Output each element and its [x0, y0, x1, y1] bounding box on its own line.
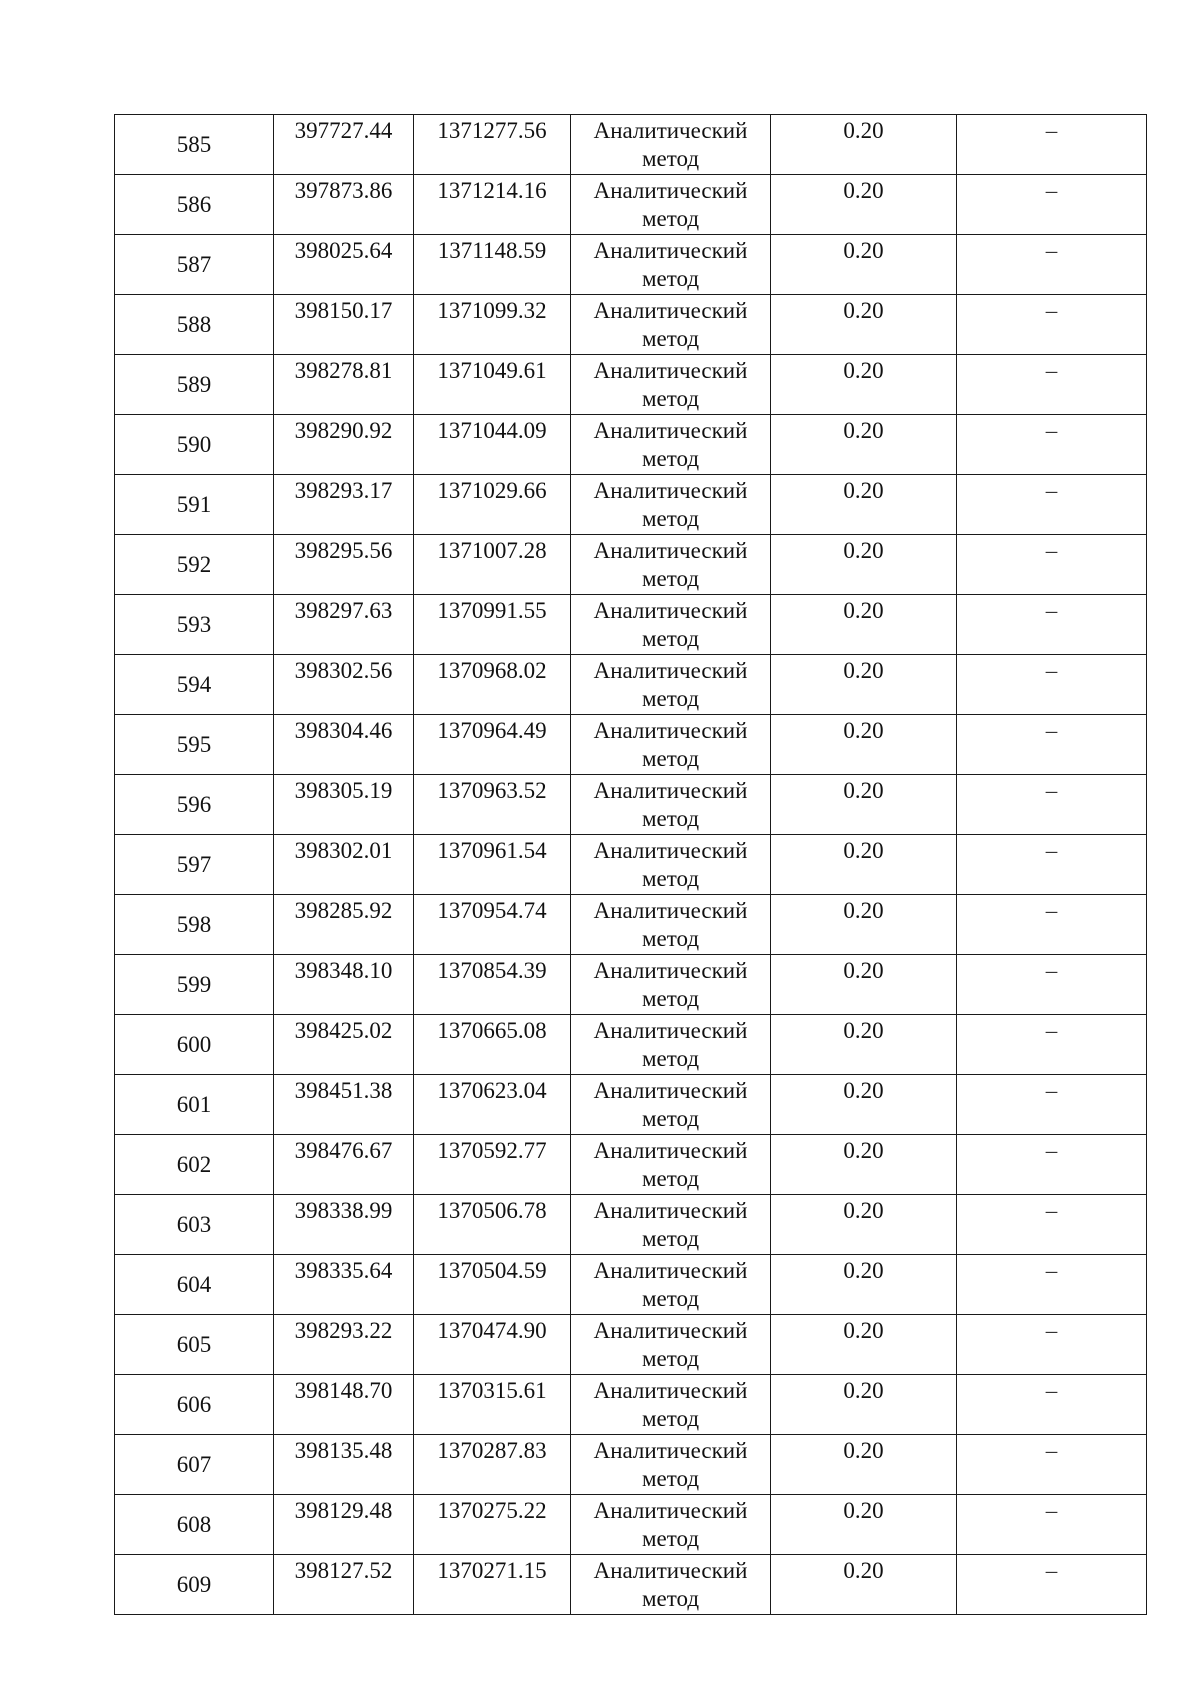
note-cell: – [957, 415, 1147, 475]
note-cell: – [957, 955, 1147, 1015]
method-line-1: Аналитический [593, 1078, 748, 1103]
point-number-cell: 599 [115, 955, 274, 1015]
y-coordinate-cell: 1370963.52 [414, 775, 571, 835]
table-row [115, 1375, 1147, 1435]
x-coordinate-cell: 398476.67 [274, 1135, 414, 1195]
note-cell: – [957, 655, 1147, 715]
method-cell [571, 1255, 771, 1315]
method-cell [571, 955, 771, 1015]
point-number-cell: 604 [115, 1255, 274, 1315]
point-number-cell: 595 [115, 715, 274, 775]
x-coordinate-cell: 397873.86 [274, 175, 414, 235]
method-cell [571, 895, 771, 955]
method-line-2: метод [641, 926, 700, 951]
method-cell [571, 1195, 771, 1255]
note-cell: – [957, 595, 1147, 655]
x-coordinate-cell: 398295.56 [274, 535, 414, 595]
point-number-cell: 585 [115, 115, 274, 175]
note-cell: – [957, 235, 1147, 295]
method-cell [571, 775, 771, 835]
method-line-1: Аналитический [593, 778, 748, 803]
method-cell [571, 1435, 771, 1495]
note-cell: – [957, 175, 1147, 235]
table-row [115, 175, 1147, 235]
accuracy-cell: 0.20 [771, 955, 957, 1015]
accuracy-cell: 0.20 [771, 1255, 957, 1315]
method-line-1: Аналитический [593, 718, 748, 743]
table-row [115, 1075, 1147, 1135]
x-coordinate-cell: 398278.81 [274, 355, 414, 415]
point-number-cell: 607 [115, 1435, 274, 1495]
x-coordinate-cell: 398135.48 [274, 1435, 414, 1495]
note-cell: – [957, 1135, 1147, 1195]
y-coordinate-cell: 1370623.04 [414, 1075, 571, 1135]
accuracy-cell: 0.20 [771, 1015, 957, 1075]
table-row [115, 1315, 1147, 1375]
note-cell: – [957, 1255, 1147, 1315]
method-line-2: метод [641, 1526, 700, 1551]
method-line-2: метод [641, 1166, 700, 1191]
method-line-1: Аналитический [593, 298, 748, 323]
accuracy-cell: 0.20 [771, 835, 957, 895]
note-cell: – [957, 715, 1147, 775]
point-number-cell: 596 [115, 775, 274, 835]
accuracy-cell: 0.20 [771, 475, 957, 535]
point-number-cell: 601 [115, 1075, 274, 1135]
point-number-cell: 606 [115, 1375, 274, 1435]
y-coordinate-cell: 1371214.16 [414, 175, 571, 235]
accuracy-cell: 0.20 [771, 895, 957, 955]
x-coordinate-cell: 398293.17 [274, 475, 414, 535]
table-row [115, 715, 1147, 775]
point-number-cell: 598 [115, 895, 274, 955]
method-cell [571, 715, 771, 775]
table-row [115, 1015, 1147, 1075]
y-coordinate-cell: 1371099.32 [414, 295, 571, 355]
method-line-1: Аналитический [593, 958, 748, 983]
y-coordinate-cell: 1370665.08 [414, 1015, 571, 1075]
method-line-2: метод [641, 146, 700, 171]
note-cell: – [957, 475, 1147, 535]
method-line-2: метод [641, 806, 700, 831]
method-line-1: Аналитический [593, 238, 748, 263]
method-line-1: Аналитический [593, 1498, 748, 1523]
method-cell [571, 295, 771, 355]
x-coordinate-cell: 398305.19 [274, 775, 414, 835]
method-cell [571, 1375, 771, 1435]
method-cell [571, 355, 771, 415]
x-coordinate-cell: 398302.01 [274, 835, 414, 895]
table-row [115, 895, 1147, 955]
accuracy-cell: 0.20 [771, 1375, 957, 1435]
point-number-cell: 600 [115, 1015, 274, 1075]
table-row [115, 1555, 1147, 1615]
point-number-cell: 590 [115, 415, 274, 475]
method-line-1: Аналитический [593, 358, 748, 383]
accuracy-cell: 0.20 [771, 1075, 957, 1135]
method-line-2: метод [641, 986, 700, 1011]
point-number-cell: 593 [115, 595, 274, 655]
y-coordinate-cell: 1371044.09 [414, 415, 571, 475]
method-line-2: метод [641, 866, 700, 891]
note-cell: – [957, 1075, 1147, 1135]
coordinates-table [114, 114, 1147, 1615]
y-coordinate-cell: 1370474.90 [414, 1315, 571, 1375]
table-row [115, 1135, 1147, 1195]
method-cell [571, 1135, 771, 1195]
method-cell [571, 535, 771, 595]
accuracy-cell: 0.20 [771, 535, 957, 595]
note-cell: – [957, 535, 1147, 595]
table-row [115, 295, 1147, 355]
y-coordinate-cell: 1370991.55 [414, 595, 571, 655]
method-line-2: метод [641, 326, 700, 351]
x-coordinate-cell: 398148.70 [274, 1375, 414, 1435]
note-cell: – [957, 1015, 1147, 1075]
method-cell [571, 235, 771, 295]
method-line-2: метод [641, 206, 700, 231]
method-line-1: Аналитический [593, 178, 748, 203]
y-coordinate-cell: 1371277.56 [414, 115, 571, 175]
table-row [115, 1435, 1147, 1495]
point-number-cell: 609 [115, 1555, 274, 1615]
table-row [115, 1495, 1147, 1555]
y-coordinate-cell: 1370968.02 [414, 655, 571, 715]
point-number-cell: 586 [115, 175, 274, 235]
point-number-cell: 589 [115, 355, 274, 415]
method-line-2: метод [641, 1406, 700, 1431]
note-cell: – [957, 1495, 1147, 1555]
y-coordinate-cell: 1371148.59 [414, 235, 571, 295]
accuracy-cell: 0.20 [771, 1315, 957, 1375]
method-line-1: Аналитический [593, 838, 748, 863]
table-row [115, 235, 1147, 295]
note-cell: – [957, 835, 1147, 895]
accuracy-cell: 0.20 [771, 655, 957, 715]
note-cell: – [957, 1195, 1147, 1255]
note-cell: – [957, 1435, 1147, 1495]
accuracy-cell: 0.20 [771, 175, 957, 235]
method-line-2: метод [641, 266, 700, 291]
y-coordinate-cell: 1371049.61 [414, 355, 571, 415]
accuracy-cell: 0.20 [771, 715, 957, 775]
method-line-1: Аналитический [593, 118, 748, 143]
point-number-cell: 592 [115, 535, 274, 595]
note-cell: – [957, 1315, 1147, 1375]
table-row [115, 835, 1147, 895]
method-line-2: метод [641, 566, 700, 591]
point-number-cell: 597 [115, 835, 274, 895]
y-coordinate-cell: 1370592.77 [414, 1135, 571, 1195]
point-number-cell: 594 [115, 655, 274, 715]
y-coordinate-cell: 1370287.83 [414, 1435, 571, 1495]
method-line-2: метод [641, 1466, 700, 1491]
method-line-2: метод [641, 386, 700, 411]
method-line-1: Аналитический [593, 478, 748, 503]
accuracy-cell: 0.20 [771, 355, 957, 415]
method-cell [571, 1075, 771, 1135]
note-cell: – [957, 775, 1147, 835]
note-cell: – [957, 1555, 1147, 1615]
method-line-1: Аналитический [593, 538, 748, 563]
y-coordinate-cell: 1371029.66 [414, 475, 571, 535]
point-number-cell: 602 [115, 1135, 274, 1195]
method-cell [571, 1315, 771, 1375]
method-line-2: метод [641, 1106, 700, 1131]
accuracy-cell: 0.20 [771, 295, 957, 355]
method-line-1: Аналитический [593, 1018, 748, 1043]
y-coordinate-cell: 1370504.59 [414, 1255, 571, 1315]
accuracy-cell: 0.20 [771, 235, 957, 295]
x-coordinate-cell: 398348.10 [274, 955, 414, 1015]
x-coordinate-cell: 398338.99 [274, 1195, 414, 1255]
table-row [115, 115, 1147, 175]
method-cell [571, 1555, 771, 1615]
accuracy-cell: 0.20 [771, 595, 957, 655]
accuracy-cell: 0.20 [771, 775, 957, 835]
x-coordinate-cell: 398129.48 [274, 1495, 414, 1555]
point-number-cell: 605 [115, 1315, 274, 1375]
table-row [115, 535, 1147, 595]
table-row [115, 355, 1147, 415]
table-row [115, 415, 1147, 475]
method-cell [571, 655, 771, 715]
method-line-2: метод [641, 1586, 700, 1611]
y-coordinate-cell: 1370961.54 [414, 835, 571, 895]
method-line-1: Аналитический [593, 598, 748, 623]
note-cell: – [957, 115, 1147, 175]
method-line-1: Аналитический [593, 898, 748, 923]
method-line-1: Аналитический [593, 1258, 748, 1283]
table-row [115, 955, 1147, 1015]
point-number-cell: 587 [115, 235, 274, 295]
method-cell [571, 475, 771, 535]
method-line-2: метод [641, 746, 700, 771]
method-cell [571, 835, 771, 895]
table-row [115, 1195, 1147, 1255]
note-cell: – [957, 1375, 1147, 1435]
x-coordinate-cell: 398302.56 [274, 655, 414, 715]
x-coordinate-cell: 398025.64 [274, 235, 414, 295]
y-coordinate-cell: 1370275.22 [414, 1495, 571, 1555]
method-cell [571, 1015, 771, 1075]
accuracy-cell: 0.20 [771, 1495, 957, 1555]
x-coordinate-cell: 398451.38 [274, 1075, 414, 1135]
method-cell [571, 595, 771, 655]
method-line-2: метод [641, 1046, 700, 1071]
y-coordinate-cell: 1371007.28 [414, 535, 571, 595]
table-row [115, 655, 1147, 715]
x-coordinate-cell: 398150.17 [274, 295, 414, 355]
accuracy-cell: 0.20 [771, 1135, 957, 1195]
x-coordinate-cell: 398425.02 [274, 1015, 414, 1075]
table-row [115, 775, 1147, 835]
method-line-2: метод [641, 1346, 700, 1371]
method-line-1: Аналитический [593, 1438, 748, 1463]
x-coordinate-cell: 398293.22 [274, 1315, 414, 1375]
x-coordinate-cell: 398297.63 [274, 595, 414, 655]
y-coordinate-cell: 1370315.61 [414, 1375, 571, 1435]
x-coordinate-cell: 398290.92 [274, 415, 414, 475]
method-line-2: метод [641, 1226, 700, 1251]
y-coordinate-cell: 1370964.49 [414, 715, 571, 775]
method-cell [571, 175, 771, 235]
table-row [115, 595, 1147, 655]
method-cell [571, 115, 771, 175]
x-coordinate-cell: 398335.64 [274, 1255, 414, 1315]
y-coordinate-cell: 1370271.15 [414, 1555, 571, 1615]
accuracy-cell: 0.20 [771, 1435, 957, 1495]
method-line-1: Аналитический [593, 1558, 748, 1583]
y-coordinate-cell: 1370506.78 [414, 1195, 571, 1255]
x-coordinate-cell: 398304.46 [274, 715, 414, 775]
point-number-cell: 608 [115, 1495, 274, 1555]
method-line-2: метод [641, 686, 700, 711]
y-coordinate-cell: 1370954.74 [414, 895, 571, 955]
method-line-1: Аналитический [593, 1318, 748, 1343]
method-line-2: метод [641, 446, 700, 471]
method-cell [571, 415, 771, 475]
method-line-1: Аналитический [593, 1138, 748, 1163]
point-number-cell: 588 [115, 295, 274, 355]
x-coordinate-cell: 398285.92 [274, 895, 414, 955]
method-line-2: метод [641, 506, 700, 531]
point-number-cell: 591 [115, 475, 274, 535]
accuracy-cell: 0.20 [771, 1555, 957, 1615]
note-cell: – [957, 895, 1147, 955]
note-cell: – [957, 355, 1147, 415]
table-row [115, 1255, 1147, 1315]
method-line-1: Аналитический [593, 418, 748, 443]
method-line-2: метод [641, 626, 700, 651]
x-coordinate-cell: 397727.44 [274, 115, 414, 175]
accuracy-cell: 0.20 [771, 115, 957, 175]
method-line-1: Аналитический [593, 1378, 748, 1403]
method-line-1: Аналитический [593, 658, 748, 683]
method-cell [571, 1495, 771, 1555]
method-line-2: метод [641, 1286, 700, 1311]
x-coordinate-cell: 398127.52 [274, 1555, 414, 1615]
method-line-1: Аналитический [593, 1198, 748, 1223]
table-row [115, 475, 1147, 535]
accuracy-cell: 0.20 [771, 415, 957, 475]
point-number-cell: 603 [115, 1195, 274, 1255]
note-cell: – [957, 295, 1147, 355]
coordinates-table-body [115, 115, 1147, 1615]
accuracy-cell: 0.20 [771, 1195, 957, 1255]
y-coordinate-cell: 1370854.39 [414, 955, 571, 1015]
